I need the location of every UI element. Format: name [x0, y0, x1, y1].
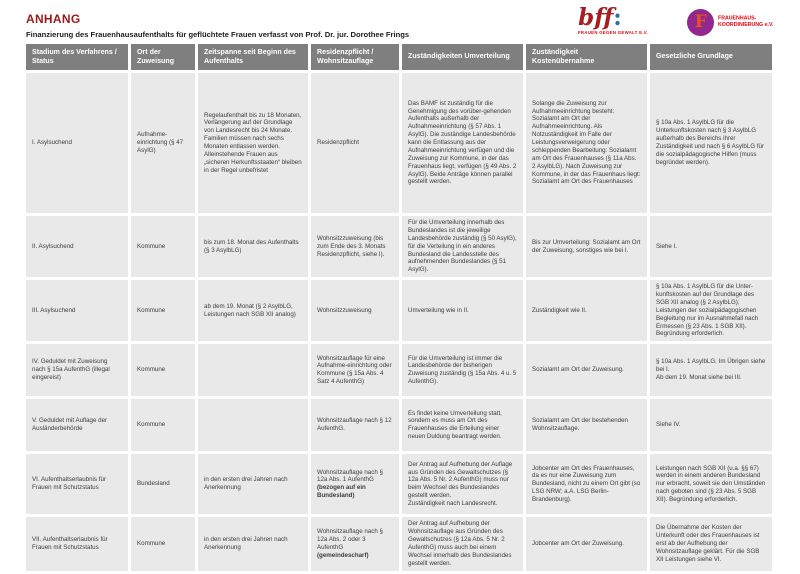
fhk-logo — [687, 9, 786, 36]
table-cell-4-7: § 10a Abs. 1 AsylbLG. Im Übrigen siehe bei I. Ab dem 19. Monat siehe bei III. — [650, 344, 772, 396]
table-cell-5-5: Es findet keine Umverteilung statt, sondern es muss am Ort des Frauenhauses die Erteilung einer neuen Duldung beantragt werden. — [402, 399, 523, 451]
table-cell-5-6: Sozialamt am Ort der bestehenden Wohnsitzauflage. — [526, 399, 647, 451]
column-header-4: Residenzpflicht / Wohnsitzauflage — [311, 44, 399, 70]
table-cell-1-3: Regelaufenthalt bis zu 18 Monaten, Verlängerung auf der Grundlage von Landesrecht bis 24 Monate. Familien müssen nach sechs Monaten entlassen werden. Alleinstehende Frauen aus „sicheren Herkunftsstaaten“ bleiben in der Regel unbefristet — [198, 73, 308, 213]
bff-tagline: FRAUEN GEGEN GEWALT E.V. — [578, 31, 649, 36]
table-cell-1-2: Aufnahme-einrichtung (§ 47 AsylG) — [131, 73, 195, 213]
table-cell-4-1: IV. Geduldet mit Zuweisung nach § 15a AufenthG (illegal eingereist) — [26, 344, 128, 396]
table-cell-2-2: Kommune — [131, 216, 195, 277]
table-cell-1-5: Das BAMF ist zuständig für die Genehmigung des vorüber-gehenden Aufenthalts außerhalb der Aufnahmeeinrichtung (§ 57 Abs. 1 AsylG). Die zuständige Landesbehörde kann die Entlassung aus der Aufnahmeeinrichtung verfügen und die Zuweisung zur Kommune, in der das Frauenhaus liegt, verfügen (§ 49 Abs. 2 AsylG). Beide Anträge können parallel gestellt werden. — [402, 73, 523, 213]
column-header-1: Stadium des Verfahrens / Status — [26, 44, 128, 70]
table-cell-2-1: II. Asylsuchend — [26, 216, 128, 277]
column-header-3: Zeitspanne seit Beginn des Aufenthalts — [198, 44, 308, 70]
logo-area — [578, 6, 786, 37]
column-header-2: Ort der Zuweisung — [131, 44, 195, 70]
bff-colon: : — [613, 4, 622, 31]
table-cell-1-7: § 10a Abs. 1 AsylbLG für die Unterkunftskosten nach § 3 AsylbLG außerhalb des Bereichs ihrer Zuständigkeit und nach § 6 AsylbLG für die sozialpädagogische Hilfen (muss begründet werden). — [650, 73, 772, 213]
table-row-4 — [26, 344, 772, 396]
table-cell-4-6: Sozialamt am Ort der Zuweisung. — [526, 344, 647, 396]
table-cell-6-4: Wohnsitzauflage nach § 12a Abs. 1 AufenthG (bezogen auf ein Bundesland) — [311, 454, 399, 514]
table-cell-6-7: Leistungen nach SGB XII (u.a. §§ 67) werden in einem anderen Bundesland nur erbracht, soweit sie den Umständen nach geboten sind (§ 23 Abs. 5 SGB XII). Begründung erforderlich. — [650, 454, 772, 514]
table-cell-2-4: Wohnsitzzuweisung (bis zum Ende des 3. Monats Residenzpflicht, siehe I). — [311, 216, 399, 277]
fhk-name-line1: FRAUENHAUS- — [718, 15, 757, 22]
finance-table — [23, 41, 775, 574]
table-cell-7-6: Jobcenter am Ort der Zuweisung. — [526, 517, 647, 570]
table-cell-3-2: Kommune — [131, 280, 195, 341]
table-cell-7-5: Der Antrag auf Aufhebung der Wohnsitzauflage aus Gründen des Gewaltschutzes (§ 12a Abs. 5 Nr. 2 AufenthG) muss auch bei einem Wechsel innerhalb des Bundeslandes gestellt werden. — [402, 517, 523, 570]
table-cell-1-1: I. Asylsuchend — [26, 73, 128, 213]
fhk-name-line2: KOORDINIERUNG e.V. — [718, 22, 774, 29]
table-cell-3-4: Wohnsitzzuweisung — [311, 280, 399, 341]
table-cell-6-1: VI. Aufenthaltserlaubnis für Frauen mit Schutzstatus — [26, 454, 128, 514]
table-cell-2-7: Siehe I. — [650, 216, 772, 277]
table-cell-6-3: in den ersten drei Jahren nach Anerkennung — [198, 454, 308, 514]
table-cell-4-5: Für die Umverteilung ist immer die Landesbehörde der bisherigen Zuweisung zuständig (§ 15a Abs. 4 u. 5 AufenthG). — [402, 344, 523, 396]
table-body — [26, 73, 772, 571]
bff-logo — [578, 6, 675, 37]
column-header-5: Zuständigkeiten Umverteilung — [402, 44, 523, 70]
table-row-5 — [26, 399, 772, 451]
table-cell-3-3: ab dem 19. Monat (§ 2 AsylbLG, Leistungen nach SGB XII analog) — [198, 280, 308, 341]
table-cell-6-2: Bundesland — [131, 454, 195, 514]
table-cell-2-5: Für die Umverteilung innerhalb des Bundeslandes ist die jeweilige Landesbehörde zuständig (§ 50 AsylG), für die Verteilung in ein anderes Bundesland die Landesstelle des aufnehmenden Bundeslandes (§ 51 AsylG). — [402, 216, 523, 277]
table-cell-6-6: Jobcenter am Ort des Frauenhauses, da es nur eine Zuweisung zum Bundesland, nicht zu einem Ort gibt (so LSG NRW; a.A. LSG Berlin-Brandenburg). — [526, 454, 647, 514]
table-header-row — [26, 44, 772, 70]
table-cell-2-6: Bis zur Umverteilung: Sozialamt am Ort der Zuweisung, sonstiges wie bei I. — [526, 216, 647, 277]
table-row-2 — [26, 216, 772, 277]
table-cell-5-1: V. Geduldet mit Auflage der Ausländerbehörde — [26, 399, 128, 451]
table-cell-6-5: Der Antrag auf Aufhebung der Auflage aus Gründen des Gewaltschutzes (§ 12a Abs. 5 Nr. 2 AufenthG) muss nur beim Wechsel des Bundeslandes gestellt werden. Zuständigkeit nach Landesrecht. — [402, 454, 523, 514]
table-row-6 — [26, 454, 772, 514]
table-cell-7-4: Wohnsitzauflage nach § 12a Abs. 2 oder 3 AufenthG (gemeindescharf) — [311, 517, 399, 570]
bff-wordmark-text: bff — [578, 4, 614, 31]
page-title: ANHANG — [26, 12, 81, 26]
table-cell-7-3: in den ersten drei Jahren nach Anerkennung — [198, 517, 308, 570]
column-header-6: Zuständigkeit Kostenübernahme — [526, 44, 647, 70]
table-cell-7-2: Kommune — [131, 517, 195, 570]
table-cell-4-2: Kommune — [131, 344, 195, 396]
table-cell-3-1: III. Asylsuchend — [26, 280, 128, 341]
table-cell-2-3: bis zum 18. Monat des Aufenthalts (§ 3 AsylbLG) — [198, 216, 308, 277]
table-cell-1-4: Residenzpflicht — [311, 73, 399, 213]
page-subtitle: Finanzierung des Frauenhausaufenthalts für geflüchtete Frauen verfasst von Prof. Dr. jur. Dorothee Frings — [26, 30, 410, 39]
table-cell-3-6: Zuständigkeit wie II. — [526, 280, 647, 341]
table-row-3 — [26, 280, 772, 341]
table-cell-5-2: Kommune — [131, 399, 195, 451]
fhk-name — [718, 16, 773, 30]
table-cell-5-3 — [198, 399, 308, 451]
fhk-circle-icon — [687, 9, 714, 36]
table-cell-4-3 — [198, 344, 308, 396]
table-cell-7-7: Die Übernahme der Kosten der Unterkunft oder des Frauenhauses ist erst ab der Aufhebung der Wohnsitzauflage geklärt. Für die SGB XII Leistungen siehe VI. — [650, 517, 772, 570]
bff-wordmark — [578, 6, 622, 30]
table-cell-1-6: Solange die Zuweisung zur Aufnahmeeinrichtung besteht: Sozialamt am Ort der Aufnahmeeinrichtung. Als Notzuständigkeit im Falle der Leistungsverweigerung oder schleppenden Bearbeitung: Sozialamt am Ort des Frauenhauses (§ 11a Abs. 2 AsylbLG). Nach Zuweisung zur Kommune, in der das Frauenhaus liegt: Sozialamt am Ort des Frauenhauses — [526, 73, 647, 213]
table-cell-3-7: § 10a Abs. 1 AsylbLG für die Unter-kunftskosten auf der Grundlage des SGB XII analog (§ 2 AsylbLG); Leistungen der sozialpädagogischen Begleitung nur im Ausnahmefall nach Ermessen (§ 23 Abs. 1 SGB XII). Begründung erforderlich. — [650, 280, 772, 341]
column-header-7: Gesetzliche Grundlage — [650, 44, 772, 70]
table-row-7 — [26, 517, 772, 570]
table-cell-4-4: Wohnsitzauflage für eine Aufnahme-einrichtung oder Kommune (§ 15a Abs. 4 Satz 4 AufenthG) — [311, 344, 399, 396]
table-cell-3-5: Umverteilung wie in II. — [402, 280, 523, 341]
fhk-initial: F — [694, 12, 707, 32]
table-row-1 — [26, 73, 772, 213]
table-cell-5-7: Siehe IV. — [650, 399, 772, 451]
table-cell-5-4: Wohnsitzauflage nach § 12 AufenthG. — [311, 399, 399, 451]
table-cell-7-1: VII. Aufenthaltserlaubnis für Frauen mit Schutzstatus — [26, 517, 128, 570]
